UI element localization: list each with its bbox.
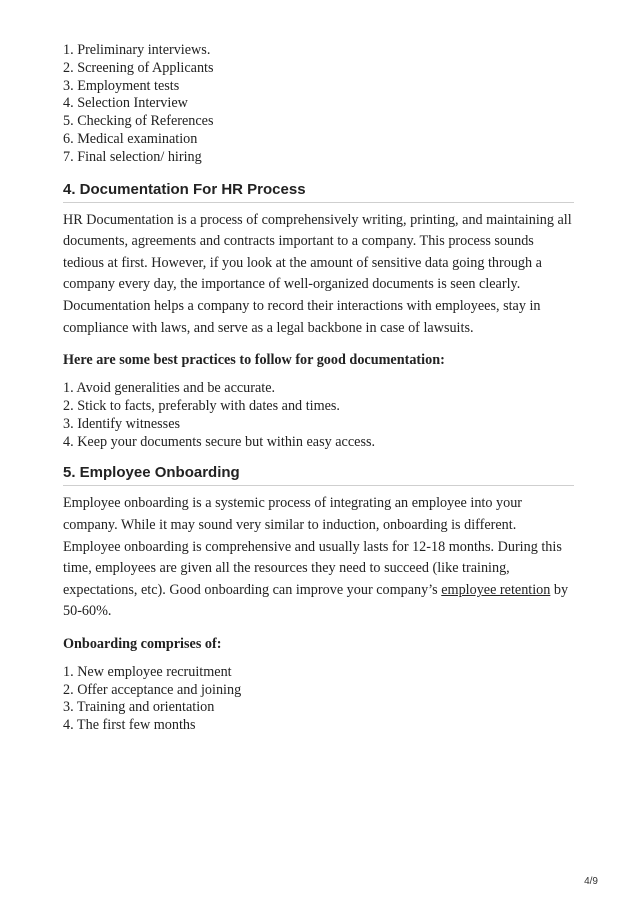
onboarding-text-end: by 50-60%. [63,581,569,620]
onboarding-paragraph [63,493,574,623]
section-heading-documentation: 4. Documentation For HR Process [63,181,574,203]
employee-retention-link[interactable]: employee retention [441,581,551,598]
list-item: 2. Screening of Applicants [63,59,214,76]
documentation-paragraph: HR Documentation is a process of comprehensively writing, printing, and maintaining all documents, agreements and contracts important to a company. This process sounds tedious at first. However, if you look at the amount of sensitive data going through a company every day, the importance of well-organized documents is seen clearly. Documentation helps a company to record their interactions with employees, stay in compliance with laws, and serve as a legal backbone in case of lawsuits. [63,211,572,336]
list-item: 2. Stick to facts, preferably with dates and times. [63,397,340,414]
list-item: 3. Training and orientation [63,699,215,716]
page-number: 4/9 [584,876,598,887]
list-item: 1. Preliminary interviews. [63,42,211,58]
section-heading-onboarding: 5. Employee Onboarding [63,464,574,486]
list-item: 7. Final selection/ hiring [63,148,202,165]
documentation-practices-list [63,380,574,451]
onboarding-text-start: Employee onboarding is a systemic process of integrating an employee into your company. While it may sound very similar to induction, onboarding is different. Employee onboarding is comprehensive and usually lasts for 12-18 months. During this time, employees are given all the resources they need to succeed (like training, expectations, etc). Good onboarding can improve your company’s [63,495,562,598]
list-item: 1. Avoid generalities and be accurate. [63,380,276,397]
onboarding-list [63,664,574,735]
selection-steps-list [63,42,574,167]
list-item: 3. Employment tests [63,77,180,94]
list-item: 5. Checking of References [63,113,214,130]
list-item: 4. Keep your documents secure but within easy access. [63,433,376,450]
list-item: 6. Medical examination [63,130,198,147]
document-page [63,42,574,735]
list-item: 3. Identify witnesses [63,415,181,432]
documentation-subheading: Here are some best practices to follow for good documentation: [63,352,445,369]
list-item: 4. The first few months [63,717,196,734]
list-item: 2. Offer acceptance and joining [63,681,242,698]
onboarding-subheading: Onboarding comprises of: [63,635,222,652]
list-item: 1. New employee recruitment [63,663,232,680]
list-item: 4. Selection Interview [63,95,188,112]
